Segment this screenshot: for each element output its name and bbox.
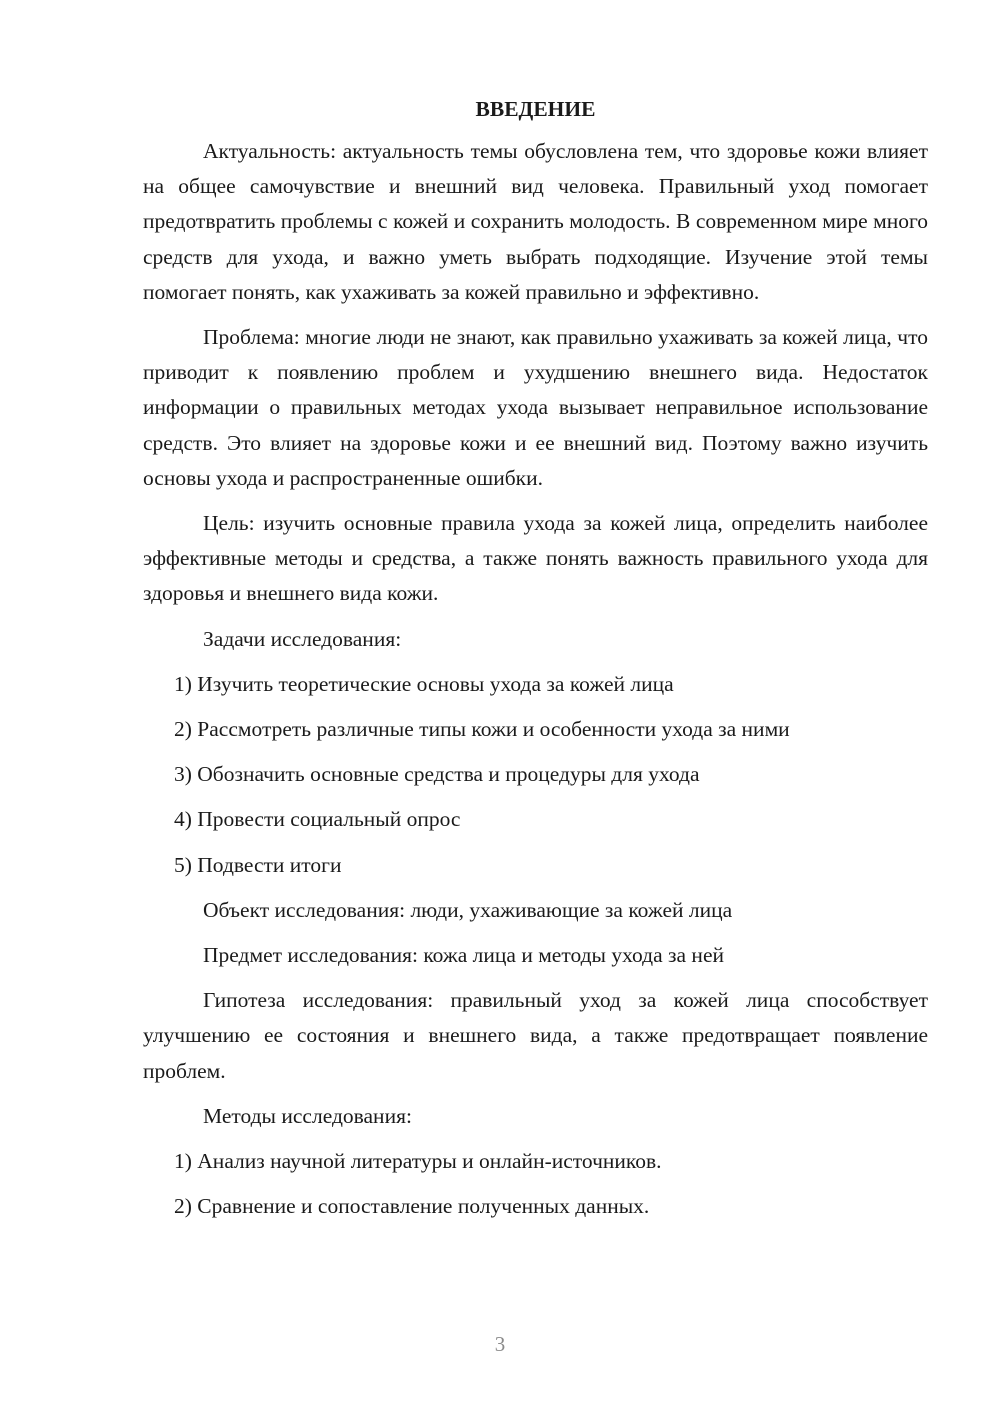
hypothesis-paragraph: Гипотеза исследования: правильный уход за кожей лица способствует улучшению ее состояния и внешнего вида, а также предотвращает появление проблем. <box>143 988 928 1083</box>
goal-paragraph: Цель: изучить основные правила ухода за кожей лица, определить наиболее эффективные методы и средства, а также понять важность правильного ухода для здоровья и внешнего вида кожи. <box>143 511 928 606</box>
task-item: 3) Обозначить основные средства и процедуры для ухода <box>174 762 700 787</box>
methods-title: Методы исследования: <box>203 1103 412 1128</box>
tasks-title: Задачи исследования: <box>203 626 402 651</box>
page-heading: ВВЕДЕНИЕ <box>475 97 596 121</box>
object-paragraph: Объект исследования: люди, ухаживающие за кожей лица <box>203 897 733 922</box>
task-item: 4) Провести социальный опрос <box>174 807 461 832</box>
method-item: 1) Анализ научной литературы и онлайн-источников. <box>174 1149 662 1174</box>
page-number: 3 <box>494 1332 506 1356</box>
problem-paragraph: Проблема: многие люди не знают, как правильно ухаживать за кожей лица, что приводит к появлению проблем и ухудшению внешнего вида. Недостаток информации о правильных методах ухода вызывает неправильное использование средств. Это влияет на здоровье кожи и ее внешний вид. Поэтому важно изучить основы ухода и распространенные ошибки. <box>143 325 928 490</box>
subject-paragraph: Предмет исследования: кожа лица и методы ухода за ней <box>203 943 724 968</box>
method-item: 2) Сравнение и сопоставление полученных данных. <box>174 1194 650 1219</box>
relevance-paragraph: Актуальность: актуальность темы обусловлена тем, что здоровье кожи влияет на общее самочувствие и внешний вид человека. Правильный уход помогает предотвратить проблемы с кожей и сохранить молодость. В современном мире много средств для ухода, и важно уметь выбрать подходящие. Изучение этой темы помогает понять, как ухаживать за кожей правильно и эффективно. <box>143 139 928 304</box>
page-content <box>143 92 928 1234</box>
task-item: 1) Изучить теоретические основы ухода за кожей лица <box>174 671 674 696</box>
task-item: 2) Рассмотреть различные типы кожи и особенности ухода за ними <box>174 717 790 742</box>
task-item: 5) Подвести итоги <box>174 852 342 877</box>
